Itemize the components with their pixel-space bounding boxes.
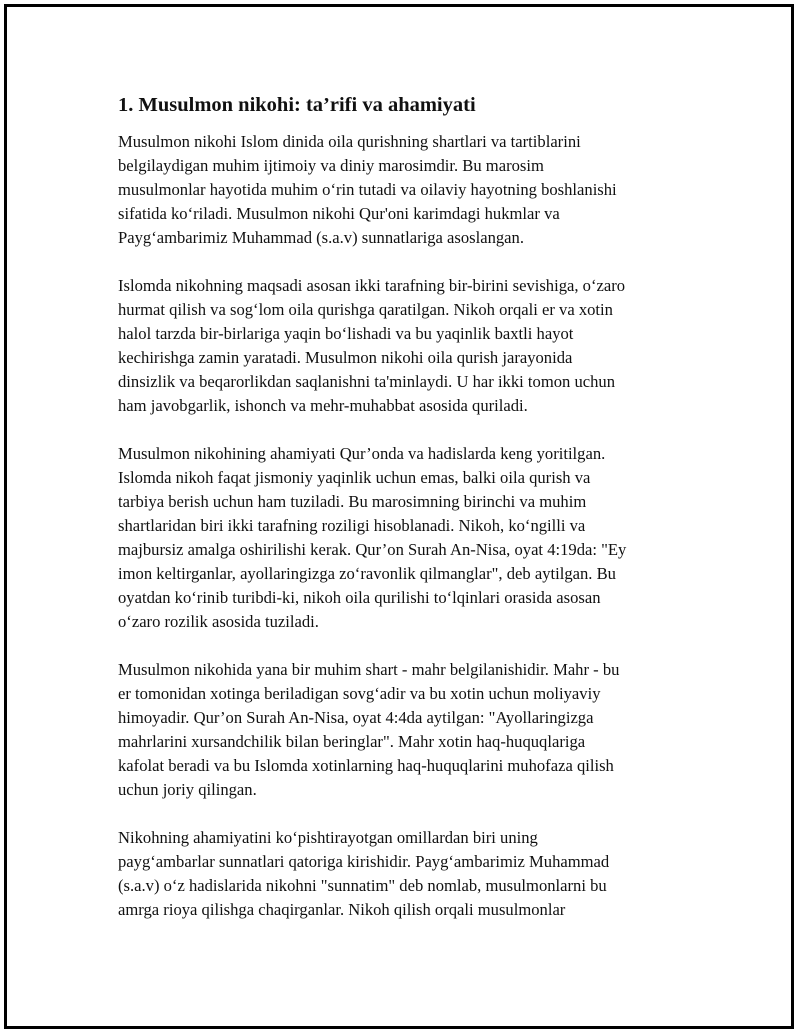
text-line: belgilaydigan muhim ijtimoiy va diniy marosimdir. Bu marosim [118,156,544,175]
text-line: kafolat beradi va bu Islomda xotinlarning haq-huquqlarini muhofaza qilish [118,756,614,775]
text-line: amrga rioya qilishga chaqirganlar. Nikoh qilish orqali musulmonlar [118,900,566,919]
paragraph-5 [118,826,678,922]
text-line: shartlaridan biri ikki tarafning roziligi hisoblanadi. Nikoh, koʻngilli va [118,516,586,535]
text-line: uchun joriy qilingan. [118,780,257,799]
text-line: kechirishga zamin yaratadi. Musulmon nikohi oila qurish jarayonida [118,348,573,367]
text-line: tarbiya berish uchun ham tuziladi. Bu marosimning birinchi va muhim [118,492,587,511]
text-line: himoyadir. Qur’on Surah An-Nisa, oyat 4:4da aytilgan: "Ayollaringizga [118,708,594,727]
document-body [118,92,678,946]
text-line: Musulmon nikohi Islom dinida oila qurishning shartlari va tartiblarini [118,132,581,151]
text-line: Musulmon nikohida yana bir muhim shart - mahr belgilanishidir. Mahr - bu [118,660,620,679]
text-line: ham javobgarlik, ishonch va mehr-muhabbat asosida quriladi. [118,396,528,415]
text-line: er tomonidan xotinga beriladigan sovgʻadir va bu xotin uchun moliyaviy [118,684,601,703]
text-line: Musulmon nikohining ahamiyati Qur’onda va hadislarda keng yoritilgan. [118,444,606,463]
text-line: halol tarzda bir-birlariga yaqin boʻlishadi va bu yaqinlik baxtli hayot [118,324,574,343]
paragraph-4 [118,658,678,802]
text-line: majbursiz amalga oshirilishi kerak. Qur’on Surah An-Nisa, oyat 4:19da: "Ey [118,540,627,559]
text-line: sifatida koʻriladi. Musulmon nikohi Qur'oni karimdagi hukmlar va [118,204,560,223]
text-line: mahrlarini xursandchilik bilan beringlar". Mahr xotin haq-huquqlariga [118,732,586,751]
text-line: Nikohning ahamiyatini koʻpishtirayotgan omillardan biri uning [118,828,538,847]
text-line: oyatdan koʻrinib turibdi-ki, nikoh oila qurilishi toʻlqinlari orasida asosan [118,588,601,607]
paragraph-1 [118,130,678,250]
text-line: Islomda nikoh faqat jismoniy yaqinlik uchun emas, balki oila qurish va [118,468,591,487]
text-line: paygʻambarlar sunnatlari qatoriga kirishidir. Paygʻambarimiz Muhammad [118,852,610,871]
text-line: dinsizlik va beqarorlikdan saqlanishni ta'minlaydi. U har ikki tomon uchun [118,372,616,391]
text-line: imon keltirganlar, ayollaringizga zoʻravonlik qilmanglar", deb aytilgan. Bu [118,564,616,583]
text-line: hurmat qilish va sogʻlom oila qurishga qaratilgan. Nikoh orqali er va xotin [118,300,613,319]
text-line: (s.a.v) oʻz hadislarida nikohni "sunnatim" deb nomlab, musulmonlarni bu [118,876,607,895]
paragraph-3 [118,442,678,634]
text-line: Paygʻambarimiz Muhammad (s.a.v) sunnatlariga asoslangan. [118,228,524,247]
text-line: oʻzaro rozilik asosida tuziladi. [118,612,319,631]
section-heading: 1. Musulmon nikohi: ta’rifi va ahamiyati [118,94,476,116]
text-line: Islomda nikohning maqsadi asosan ikki tarafning bir-birini sevishiga, oʻzaro [118,276,626,295]
text-line: musulmonlar hayotida muhim oʻrin tutadi va oilaviy hayotning boshlanishi [118,180,617,199]
paragraph-2 [118,274,678,418]
